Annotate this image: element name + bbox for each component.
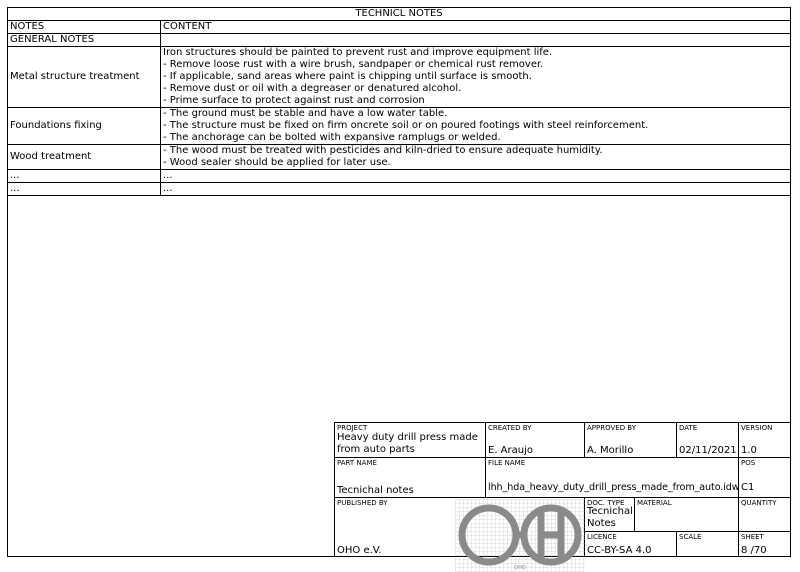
material-label: MATERIAL: [637, 499, 672, 507]
date-value: 02/11/2021: [679, 445, 737, 456]
note-line: Iron structures should be painted to prevent rust and improve equipment life.: [163, 47, 553, 58]
date-label: DATE: [679, 424, 698, 432]
note-label: Foundations fixing: [8, 108, 161, 145]
created-by-value: E. Araujo: [488, 445, 533, 456]
logo-text: OHO: [514, 565, 526, 571]
note-label: ...: [8, 170, 161, 183]
note-line: - Wood sealer should be applied for later use.: [163, 157, 391, 168]
scale-label: SCALE: [679, 533, 702, 541]
section-content: [161, 34, 791, 47]
pos-cell: [739, 458, 791, 498]
note-line: - The wood must be treated with pesticides and kiln-dried to ensure adequate humidity.: [163, 145, 603, 156]
published-by-cell: [335, 498, 585, 571]
oho-logo-icon: [455, 499, 585, 572]
approved-by-cell: [585, 423, 677, 458]
table-title: TECHNICL NOTES: [8, 8, 790, 21]
project-label: PROJECT: [337, 424, 368, 432]
note-line: - The anchorage can be bolted with expansive ramplugs or welded.: [163, 132, 501, 143]
licence-value: CC-BY-SA 4.0: [587, 545, 652, 556]
note-content: [161, 183, 791, 196]
quantity-label: QUANTITY: [741, 499, 777, 507]
licence-cell: [585, 532, 677, 557]
scale-cell: [677, 532, 739, 557]
note-line: - If applicable, sand areas where paint is chipping until surface is smooth.: [163, 71, 532, 82]
note-label: Metal structure treatment: [8, 47, 161, 108]
file-name-value: lhh_hda_heavy_duty_drill_press_made_from_auto.idw: [488, 482, 740, 493]
approved-by-value: A. Morillo: [587, 445, 634, 456]
project-cell: [335, 423, 486, 458]
table-header-row: [8, 21, 790, 34]
part-name-value: Tecnichal notes: [337, 485, 414, 496]
sheet-cell: [739, 532, 791, 557]
table-row: [8, 145, 790, 170]
note-content: [161, 47, 791, 108]
note-content: [161, 108, 791, 145]
version-cell: [739, 423, 791, 458]
note-line: - The structure must be fixed on firm oncrete soil or on poured footings with steel reinforcement.: [163, 120, 649, 131]
version-value: 1.0: [741, 445, 757, 456]
notes-column-header: NOTES: [8, 21, 161, 34]
note-content: [161, 145, 791, 170]
note-line: - Remove loose rust with a wire brush, sandpaper or chemical rust remover.: [163, 59, 544, 70]
sheet-value: 8 /70: [741, 545, 767, 556]
section-label: GENERAL NOTES: [8, 34, 161, 47]
section-row: [8, 34, 790, 47]
file-name-label: FILE NAME: [488, 459, 526, 467]
drawing-sheet: [7, 7, 791, 571]
date-cell: [677, 423, 739, 458]
content-column-header: CONTENT: [161, 21, 791, 34]
published-by-label: PUBLISHED BY: [337, 499, 388, 507]
part-name-cell: [335, 458, 486, 498]
technical-notes-table: [8, 8, 790, 196]
note-label: Wood treatment: [8, 145, 161, 170]
doc-type-label: DOC. TYPE: [587, 499, 625, 507]
table-row: [8, 108, 790, 145]
doc-type-cell: [585, 498, 635, 532]
pos-label: POS: [741, 459, 756, 467]
note-line: ...: [163, 183, 173, 194]
file-name-cell: [486, 458, 739, 498]
material-cell: [635, 498, 739, 532]
approved-by-label: APPROVED BY: [587, 424, 637, 432]
table-row: [8, 183, 790, 196]
table-title-row: [8, 8, 790, 21]
note-line: - Remove dust or oil with a degreaser or denatured alcohol.: [163, 83, 462, 94]
version-label: VERSION: [741, 424, 773, 432]
note-line: ...: [163, 170, 173, 181]
part-name-label: PART NAME: [337, 459, 377, 467]
created-by-label: CREATED BY: [488, 424, 532, 432]
created-by-cell: [486, 423, 585, 458]
quantity-cell: [739, 498, 791, 532]
note-line: - The ground must be stable and have a low water table.: [163, 108, 448, 119]
note-content: [161, 170, 791, 183]
note-line: - Prime surface to protect against rust and corrosion: [163, 95, 425, 106]
sheet-label: SHEET: [741, 533, 764, 541]
title-block: [334, 422, 791, 571]
licence-label: LICENCE: [587, 533, 617, 541]
pos-value: C1: [741, 482, 755, 493]
table-row: [8, 170, 790, 183]
project-value: Heavy duty drill press made from auto parts: [337, 432, 478, 455]
table-row: [8, 47, 790, 108]
note-label: ...: [8, 183, 161, 196]
doc-type-value: Tecnichal Notes: [587, 506, 633, 529]
published-by-value: OHO e.V.: [337, 545, 382, 556]
